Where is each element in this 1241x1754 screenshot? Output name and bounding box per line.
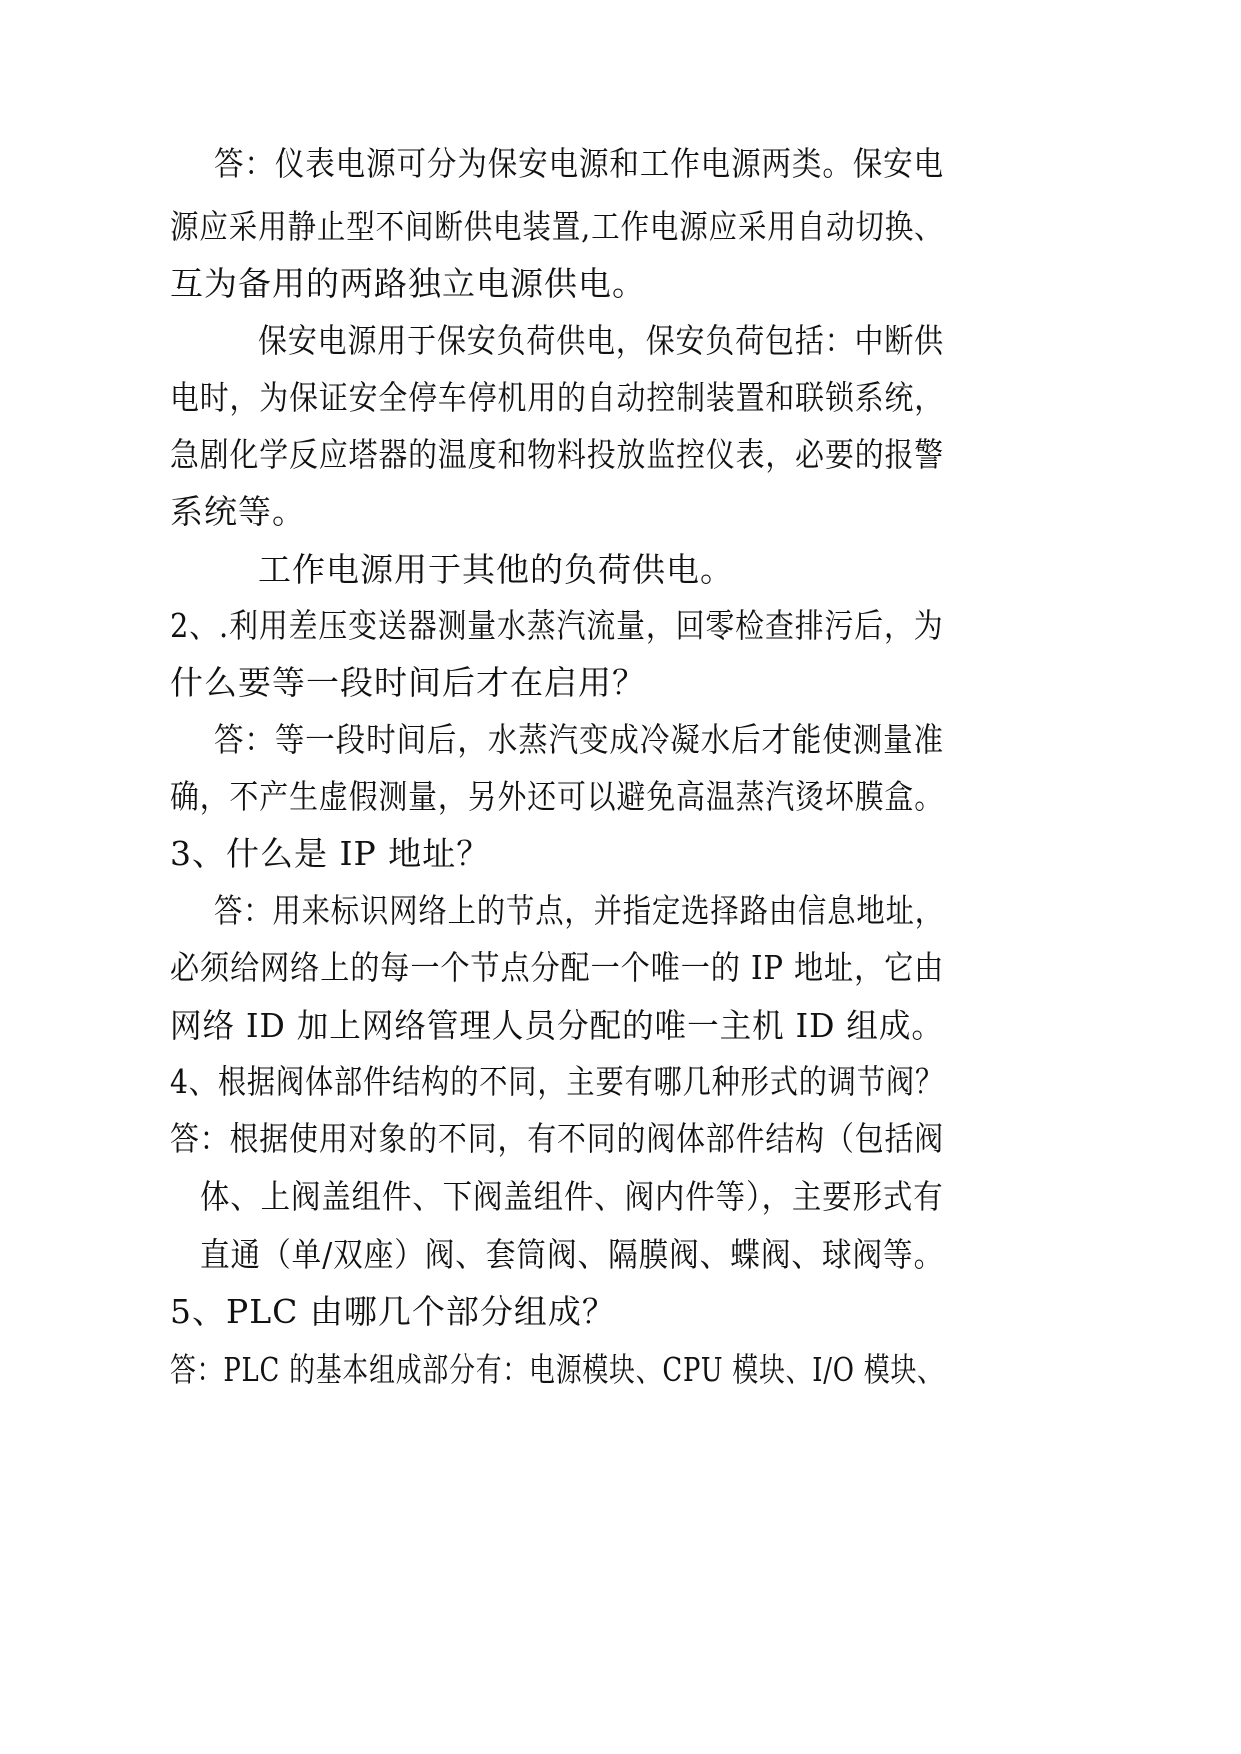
text-line: 工作电源用于其他的负荷供电。 <box>258 550 734 589</box>
text-line: 什么要等一段时间后才在启用？ <box>170 663 646 702</box>
text-line: 急剧化学反应塔器的温度和物料投放监控仪表，必要的报警 <box>170 435 945 474</box>
text-line: 答：仪表电源可分为保安电源和工作电源两类。保安电 <box>214 144 944 183</box>
text-line: 网络 ID 加上网络管理人员分配的唯一主机 ID 组成。 <box>170 1006 944 1045</box>
text-line: 直通（单/双座）阀、套筒阀、隔膜阀、蝶阀、球阀等。 <box>200 1235 945 1274</box>
text-line: 系统等。 <box>170 492 306 531</box>
text-line: 答：PLC 的基本组成部分有：电源模块、CPU 模块、I/O 模块、 <box>170 1350 944 1389</box>
text-line: 4、根据阀体部件结构的不同，主要有哪几种形式的调节阀？ <box>170 1062 944 1101</box>
text-line: 源应采用静止型不间断供电装置,工作电源应采用自动切换、 <box>170 207 944 246</box>
text-line: 答：用来标识网络上的节点，并指定选择路由信息地址， <box>214 891 944 930</box>
text-line: 体、上阀盖组件、下阀盖组件、阀内件等），主要形式有 <box>200 1177 944 1216</box>
text-line: 互为备用的两路独立电源供电。 <box>170 264 646 303</box>
text-line: 必须给网络上的每一个节点分配一个唯一的 IP 地址，它由 <box>170 948 945 987</box>
text-line: 3、什么是 IP 地址？ <box>170 834 491 873</box>
text-line: 电时，为保证安全停车停机用的自动控制装置和联锁系统， <box>170 378 945 417</box>
text-line: 确，不产生虚假测量，另外还可以避免高温蒸汽烫坏膜盒。 <box>170 777 945 816</box>
text-line: 答：等一段时间后，水蒸汽变成冷凝水后才能使测量准 <box>214 720 944 759</box>
text-line: 2、.利用差压变送器测量水蒸汽流量，回零检查排污后，为 <box>170 606 944 645</box>
text-line: 保安电源用于保安负荷供电，保安负荷包括：中断供 <box>258 321 944 360</box>
text-line: 5、PLC 由哪几个部分组成？ <box>170 1292 616 1331</box>
text-line: 答：根据使用对象的不同，有不同的阀体部件结构（包括阀 <box>170 1119 945 1158</box>
